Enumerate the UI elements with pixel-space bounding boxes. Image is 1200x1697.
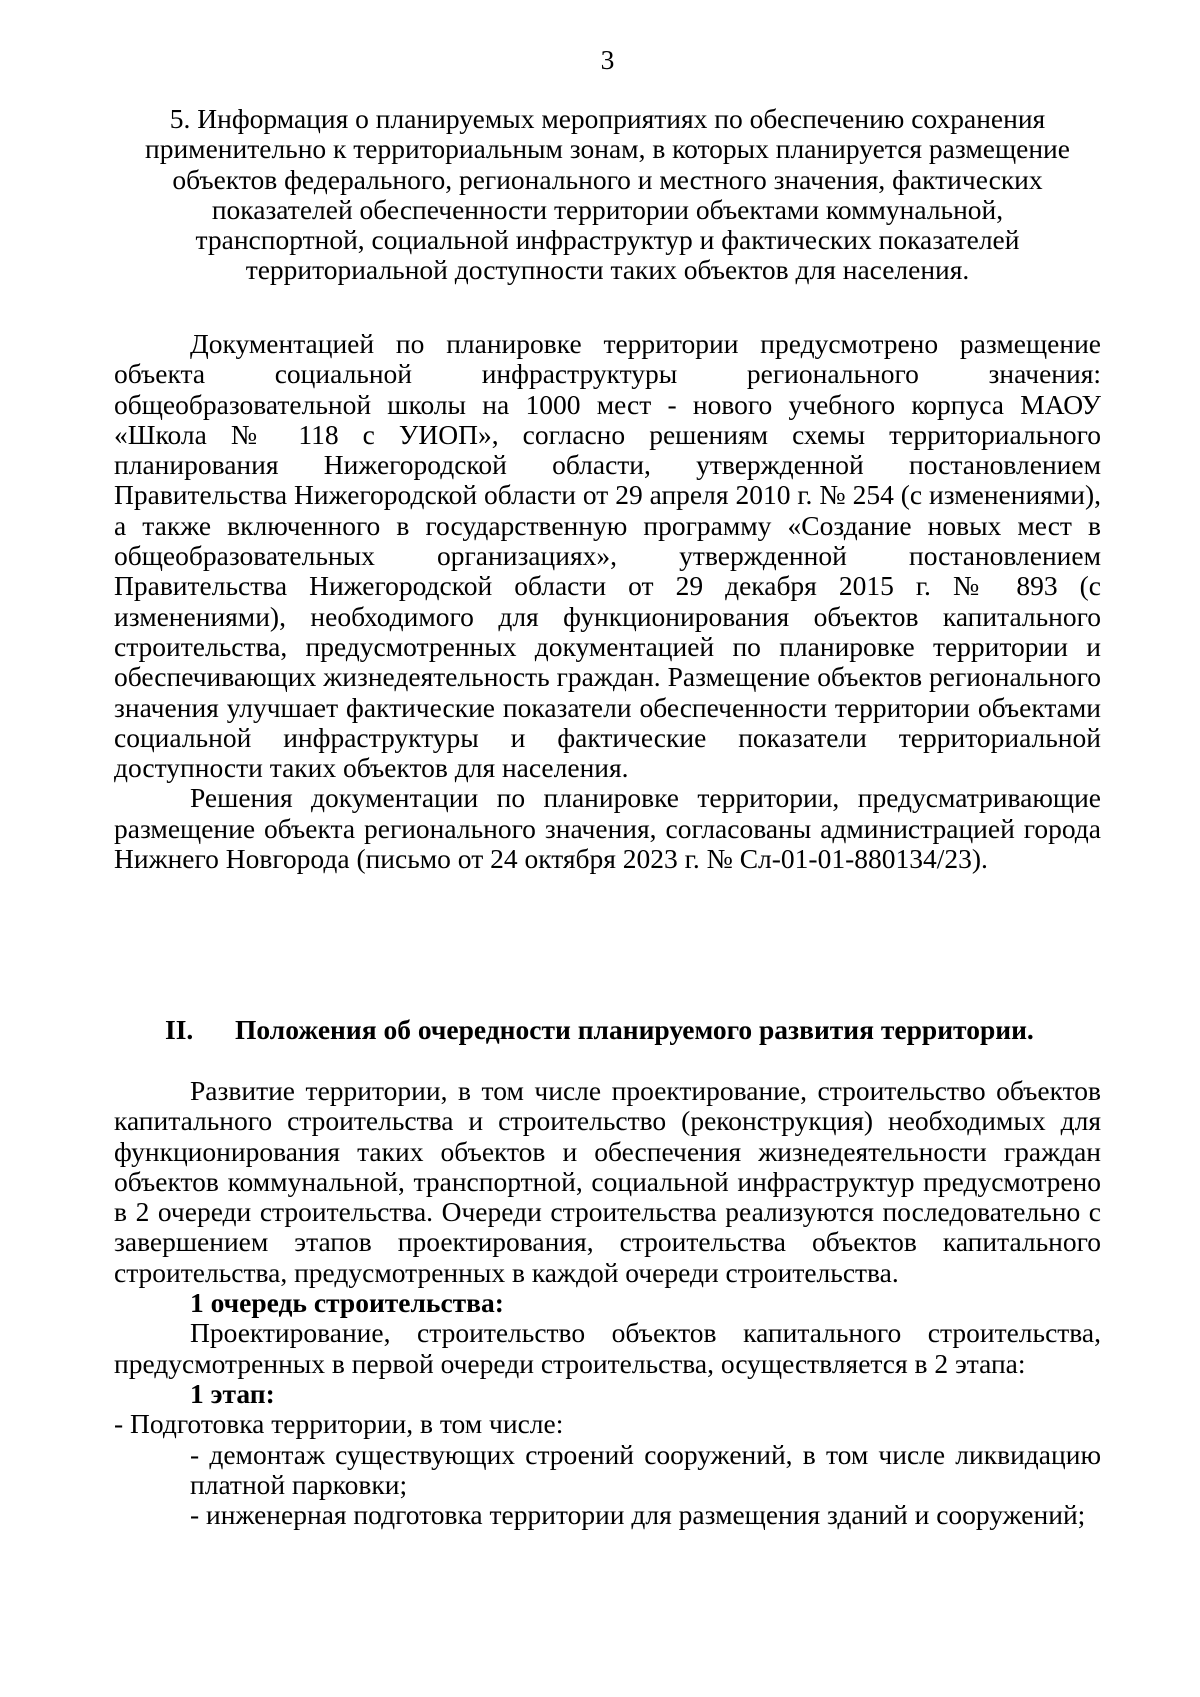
heading-line: применительно к территориальным зонам, в которых планируется размещение bbox=[145, 133, 1070, 165]
list-item: - инженерная подготовка территории для размещения зданий и сооружений; bbox=[190, 1499, 1086, 1531]
section-2-title bbox=[165, 1015, 1034, 1045]
paragraph-development: Развитие территории, в том числе проектирование, строительство объектов капитального строительства и строительство (реконструкция) необходимых для функционирования таких объектов и обеспечения жизнедеятельности граждан объектов коммунальной, транспортной, социальной инфраструктур предусмотрено в 2 очереди строительства. Очереди строительства реализуются последовательно с завершением этапов проектирования, строительства объектов капитального строительства, предусмотренных в каждой очереди строительства. bbox=[114, 1075, 1101, 1288]
heading-line: транспортной, социальной инфраструктур и фактических показателей bbox=[195, 224, 1020, 256]
section-2-title-text: Положения об очередности планируемого развития территории. bbox=[235, 1014, 1034, 1045]
heading-line: объектов федерального, регионального и местного значения, фактических bbox=[172, 163, 1043, 195]
paragraph-queue-1: Проектирование, строительство объектов капитального строительства, предусмотренных в первой очереди строительства, осуществляется в 2 этапа: bbox=[114, 1317, 1101, 1379]
heading-line: территориальной доступности таких объектов для населения. bbox=[245, 254, 970, 286]
section-2-number: II. bbox=[165, 1014, 194, 1045]
paragraph-social-infrastructure: Документацией по планировке территории предусмотрено размещение объекта социальной инфраструктуры регионального значения: общеобразовательной школы на 1000 мест - нового учебного корпуса МАОУ «Школа № 118 с УИОП», согласно решениям схемы территориального планирования Нижегородской области, утвержденной постановлением Правительства Нижегородской области от 29 апреля 2010 г. № 254 (с изменениями), а также включенного в государственную программу «Создание новых мест в общеобразовательных организациях», утвержденной постановлением Правительства Нижегородской области от 29 декабря 2015 г. № 893 (с изменениями), необходимого для функционирования объектов капитального строительства, предусмотренных документацией по планировке территории и обеспечивающих жизнедеятельность граждан. Размещение объектов регионального значения улучшает фактические показатели обеспеченности территории объектами социальной инфраструктуры и фактические показатели территориальной доступности таких объектов для населения. bbox=[114, 328, 1101, 784]
list-item: - демонтаж существующих строений сооружений, в том числе ликвидацию платной парковки; bbox=[190, 1438, 1101, 1500]
section-2-body bbox=[114, 1076, 1101, 1530]
page-number: 3 bbox=[600, 44, 615, 75]
paragraph-approval: Решения документации по планировке территории, предусматривающие размещение объекта регионального значения, согласованы администрацией города Нижнего Новгорода (письмо от 24 октября 2023 г. № Сл-01-01-880134/23). bbox=[114, 782, 1101, 875]
section-5-heading bbox=[114, 104, 1101, 286]
prep-line: - Подготовка территории, в том числе: bbox=[114, 1408, 564, 1440]
queue-1-title: 1 очередь строительства: bbox=[190, 1287, 504, 1319]
heading-line: 5. Информация о планируемых мероприятиях по обеспечению сохранения bbox=[169, 103, 1046, 134]
section-5-body bbox=[114, 329, 1101, 874]
stage-1-title: 1 этап: bbox=[190, 1377, 275, 1409]
heading-line: показателей обеспеченности территории объектами коммунальной, bbox=[211, 193, 1004, 225]
